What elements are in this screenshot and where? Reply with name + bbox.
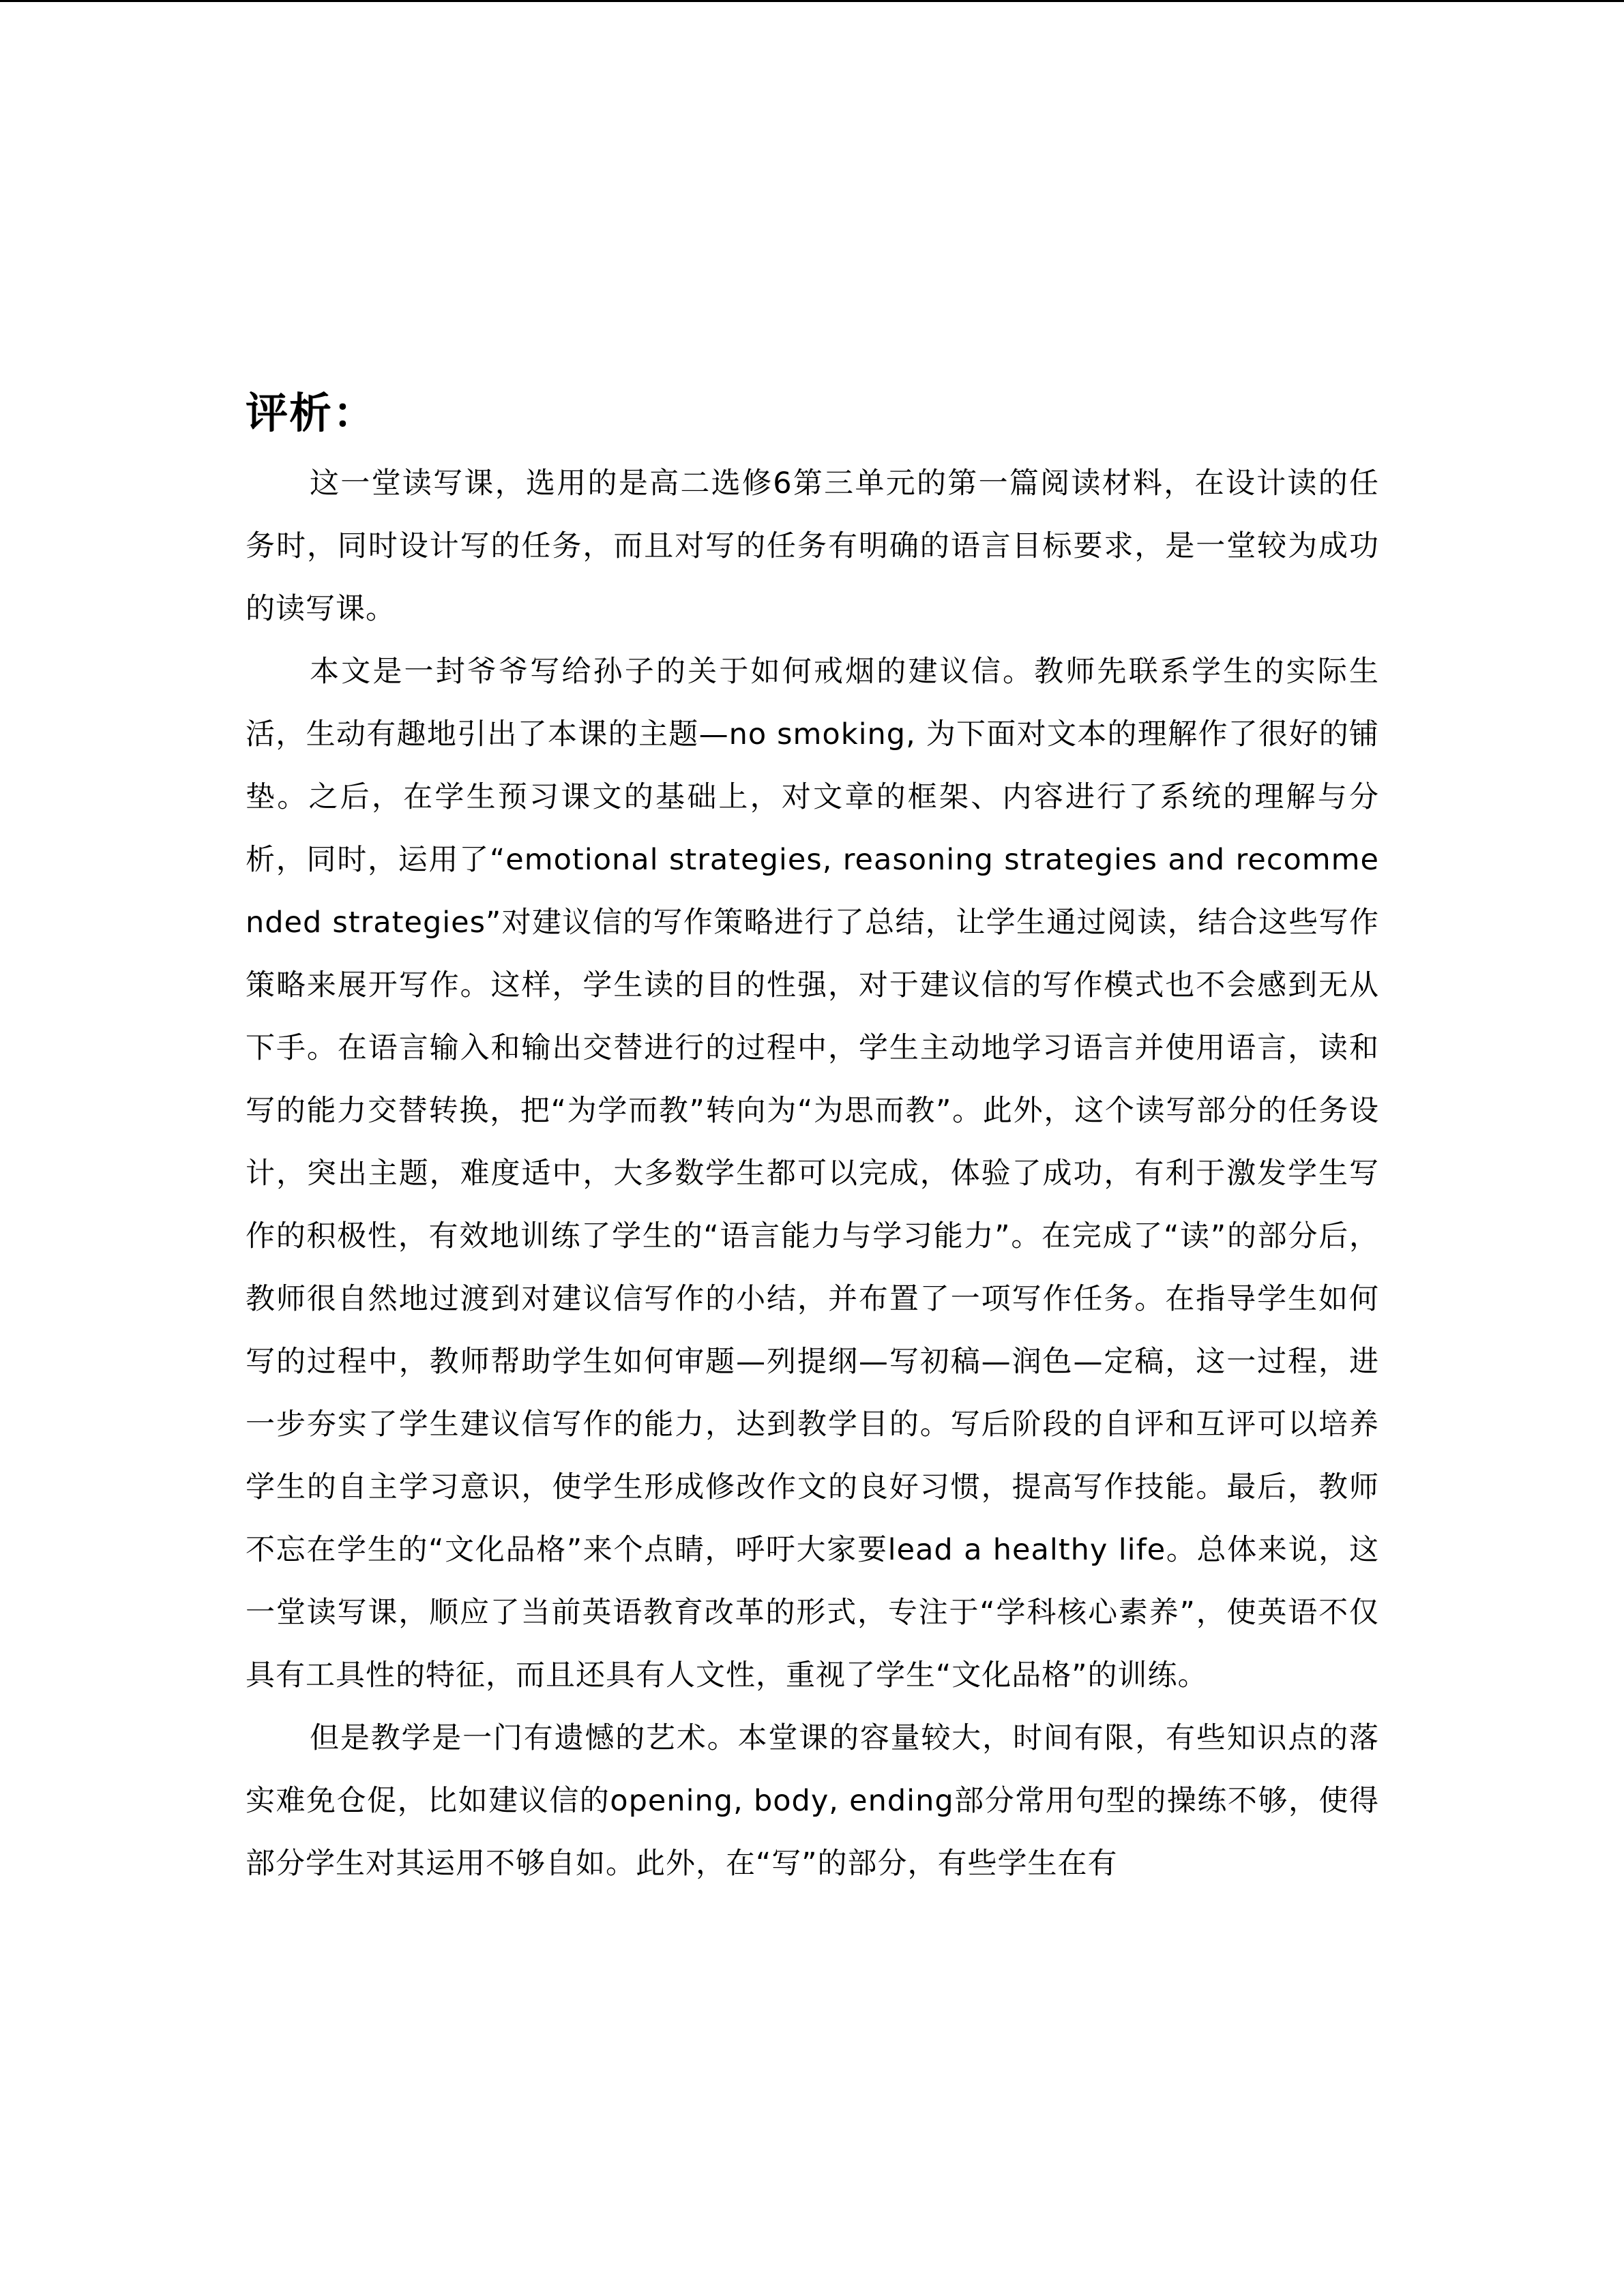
document-body	[246, 384, 1379, 1895]
paragraph-shortcomings: 但是教学是一门有遗憾的艺术。本堂课的容量较大，时间有限，有些知识点的落实难免仓促，比如建议信的opening, body, ending部分常用句型的操练不够，使得部分学生对其运用不够自如。此外，在“写”的部分，有些学生在有	[246, 1721, 1379, 1881]
paragraph-analysis: 本文是一封爷爷写给孙子的关于如何戒烟的建议信。教师先联系学生的实际生活，生动有趣地引出了本课的主题—no smoking, 为下面对文本的理解作了很好的铺垫。之后，在学生预习课文的基础上，对文章的框架、内容进行了系统的理解与分析，同时，运用了“emotional strategies, reasoning strategies and recommended strategies”对建议信的写作策略进行了总结，让学生通过阅读，结合这些写作策略来展开写作。这样，学生读的目的性强，对于建议信的写作模式也不会感到无从下手。在语言输入和输出交替进行的过程中，学生主动地学习语言并使用语言，读和写的能力交替转换，把“为学而教”转向为“为思而教”。此外，这个读写部分的任务设计，突出主题，难度适中，大多数学生都可以完成，体验了成功，有利于激发学生写作的积极性，有效地训练了学生的“语言能力与学习能力”。在完成了“读”的部分后，教师很自然地过渡到对建议信写作的小结，并布置了一项写作任务。在指导学生如何写的过程中，教师帮助学生如何审题—列提纲—写初稿—润色—定稿，这一过程，进一步夯实了学生建议信写作的能力，达到教学目的。写后阶段的自评和互评可以培养学生的自主学习意识，使学生形成修改作文的良好习惯，提高写作技能。最后，教师不忘在学生的“文化品格”来个点睛，呼吁大家要lead a healthy life。总体来说，这一堂读写课，顺应了当前英语教育改革的形式，专注于“学科核心素养”，使英语不仅具有工具性的特征，而且还具有人文性，重视了学生“文化品格”的训练。	[246, 655, 1379, 1693]
page-top-border	[0, 0, 1624, 2]
section-heading: 评析：	[246, 388, 377, 438]
paragraph-overview: 这一堂读写课，选用的是高二选修6第三单元的第一篇阅读材料，在设计读的任务时，同时设计写的任务，而且对写的任务有明确的语言目标要求，是一堂较为成功的读写课。	[246, 466, 1379, 626]
